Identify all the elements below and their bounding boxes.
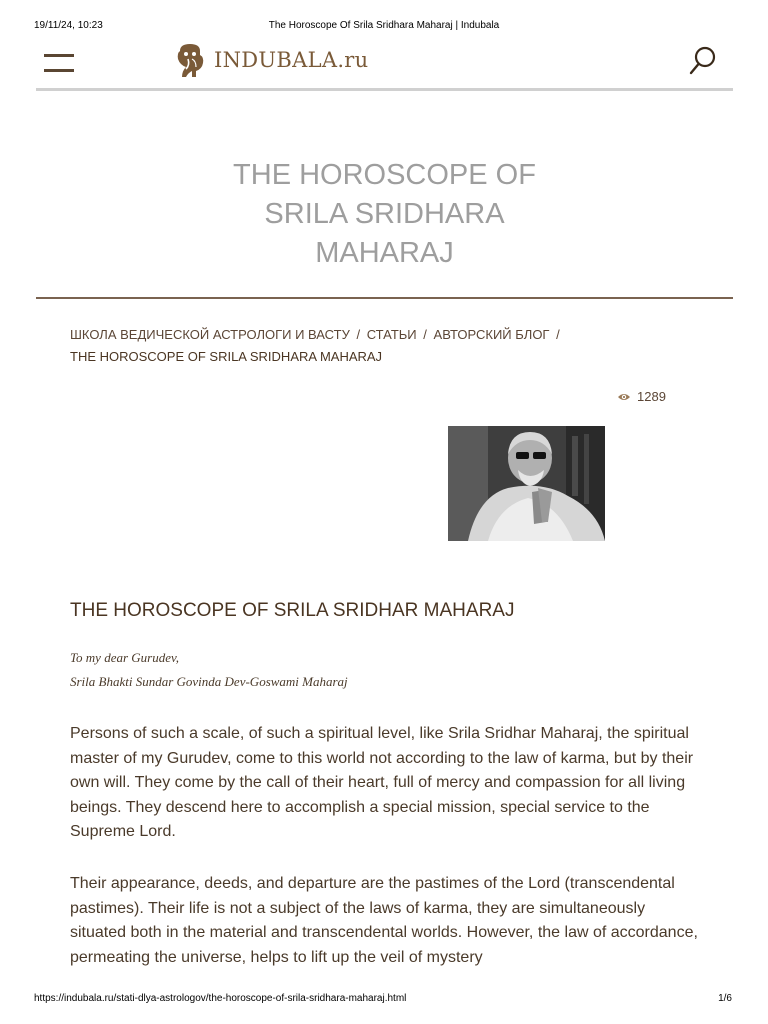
hamburger-menu-icon[interactable] xyxy=(44,54,74,76)
breadcrumb-link-blog[interactable]: АВТОРСКИЙ БЛОГ xyxy=(433,327,550,342)
breadcrumb-separator: / xyxy=(556,327,560,342)
print-url: https://indubala.ru/stati-dlya-astrologov/the-horoscope-of-srila-sridhara-maharaj.html xyxy=(34,993,407,1004)
eye-icon xyxy=(617,392,631,402)
site-logo[interactable] xyxy=(174,40,368,80)
print-datetime: 19/11/24, 10:23 xyxy=(34,20,103,31)
dedication-line: To my dear Gurudev, xyxy=(70,650,180,665)
page-title-line: MAHARAJ xyxy=(315,237,454,269)
ganesha-logo-icon xyxy=(174,41,206,79)
breadcrumb-current: THE HOROSCOPE OF SRILA SRIDHARA MAHARAJ xyxy=(70,349,383,364)
article-photo xyxy=(448,426,605,541)
page-title xyxy=(36,156,733,273)
breadcrumb xyxy=(70,324,700,368)
print-footer xyxy=(0,993,768,1005)
site-header xyxy=(36,36,733,91)
print-page-number: 1/6 xyxy=(718,993,732,1004)
breadcrumb-link-school[interactable]: ШКОЛА ВЕДИЧЕСКОЙ АСТРОЛОГИ И ВАСТУ xyxy=(70,327,350,342)
view-count: 1289 xyxy=(637,389,666,404)
dedication-line: Srila Bhakti Sundar Govinda Dev-Goswami Maharaj xyxy=(70,674,348,689)
title-divider xyxy=(36,297,733,299)
logo-text: INDUBALA.ru xyxy=(214,48,369,72)
page-title-line: SRILA SRIDHARA xyxy=(264,198,505,230)
breadcrumb-separator: / xyxy=(423,327,427,342)
page-title-line: THE HOROSCOPE OF xyxy=(233,159,536,191)
article-title: THE HOROSCOPE OF SRILA SRIDHAR MAHARAJ xyxy=(70,600,515,621)
article-paragraph: Persons of such a scale, of such a spiritual level, like Srila Sridhar Maharaj, the spiritual master of my Gurudev, come to this world not according to the law of karma, but by their own will. They come by the call of their heart, full of mercy and compassion for all living beings. They descend here to accomplish a special mission, special service to the Supreme Lord. xyxy=(70,725,694,840)
search-icon[interactable] xyxy=(689,46,717,76)
dedication xyxy=(70,646,710,694)
print-doc-title: The Horoscope Of Srila Sridhara Maharaj | Indubala xyxy=(268,20,500,31)
article-paragraph: Their appearance, deeds, and departure are the pastimes of the Lord (transcendental pastimes). Their life is not a subject of the laws of karma, they are simultaneously situated both in the material and transcendental worlds. However, the law of accordance, permeating the universe, helps to lift up the veil of mystery xyxy=(70,875,698,966)
view-counter xyxy=(617,389,666,404)
breadcrumb-separator: / xyxy=(356,327,361,342)
breadcrumb-link-articles[interactable]: СТАТЬИ xyxy=(366,327,417,342)
print-header xyxy=(0,20,768,32)
